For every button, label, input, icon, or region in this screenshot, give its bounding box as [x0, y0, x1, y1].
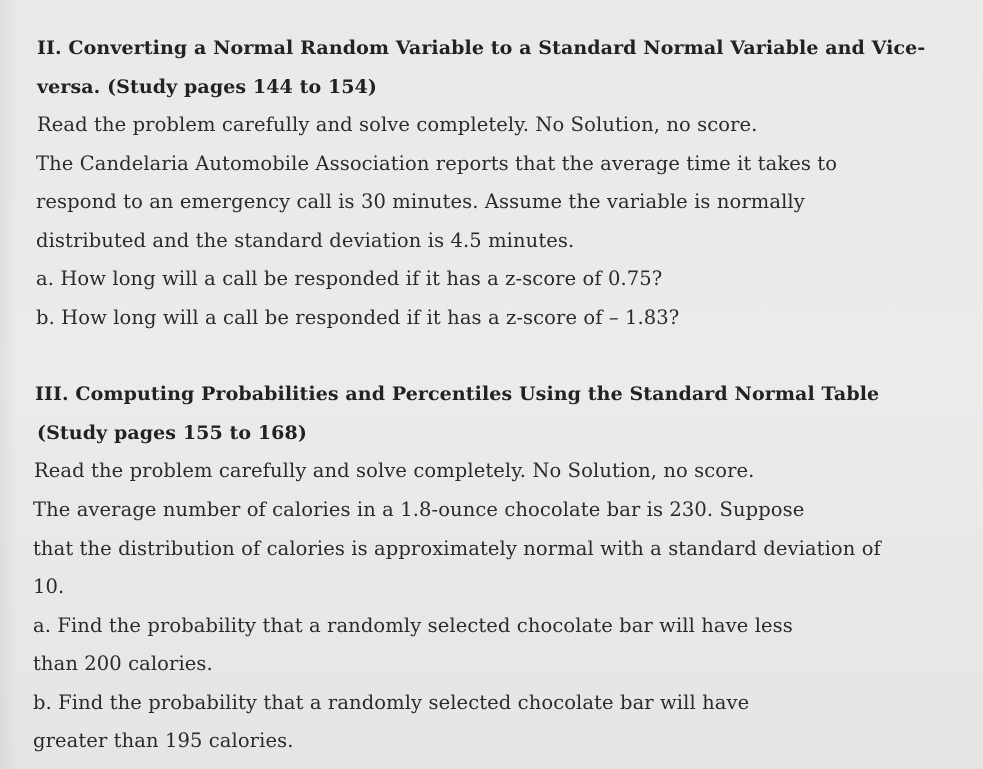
section3-heading-line2: (Study pages 155 to 168) — [37, 422, 307, 444]
section3-instruction: Read the problem carefully and solve completely. No Solution, no score. — [34, 459, 755, 482]
section3-question-b-line2: greater than 195 calories. — [33, 729, 294, 752]
section2-heading-line2: versa. (Study pages 144 to 154) — [37, 76, 377, 98]
section3-question-b-line1: b. Find the probability that a randomly selected chocolate bar will have — [33, 691, 750, 714]
section2-question-a: a. How long will a call be responded if it has a z-score of 0.75? — [36, 267, 663, 290]
section3-problem-line3: 10. — [33, 575, 65, 598]
section3-problem-line1: The average number of calories in a 1.8-ounce chocolate bar is 230. Suppose — [33, 498, 805, 521]
section2-problem-line1: The Candelaria Automobile Association reports that the average time it takes to — [36, 152, 838, 175]
section2-problem-line3: distributed and the standard deviation is 4.5 minutes. — [36, 229, 575, 252]
section3-question-a-line2: than 200 calories. — [33, 652, 213, 675]
section3-problem-line2: that the distribution of calories is approximately normal with a standard deviation of — [33, 537, 881, 560]
section2-instruction: Read the problem carefully and solve completely. No Solution, no score. — [37, 113, 758, 136]
section2-question-b: b. How long will a call be responded if it has a z-score of – 1.83? — [36, 306, 680, 329]
page-edge-shadow — [0, 0, 18, 769]
section2-heading-line1: II. Converting a Normal Random Variable to a Standard Normal Variable and Vice- — [37, 37, 926, 59]
section2-problem-line2: respond to an emergency call is 30 minutes. Assume the variable is normally — [36, 190, 805, 213]
section3-question-a-line1: a. Find the probability that a randomly selected chocolate bar will have less — [33, 614, 793, 637]
section3-heading-line1: III. Computing Probabilities and Percentiles Using the Standard Normal Table — [35, 383, 880, 405]
